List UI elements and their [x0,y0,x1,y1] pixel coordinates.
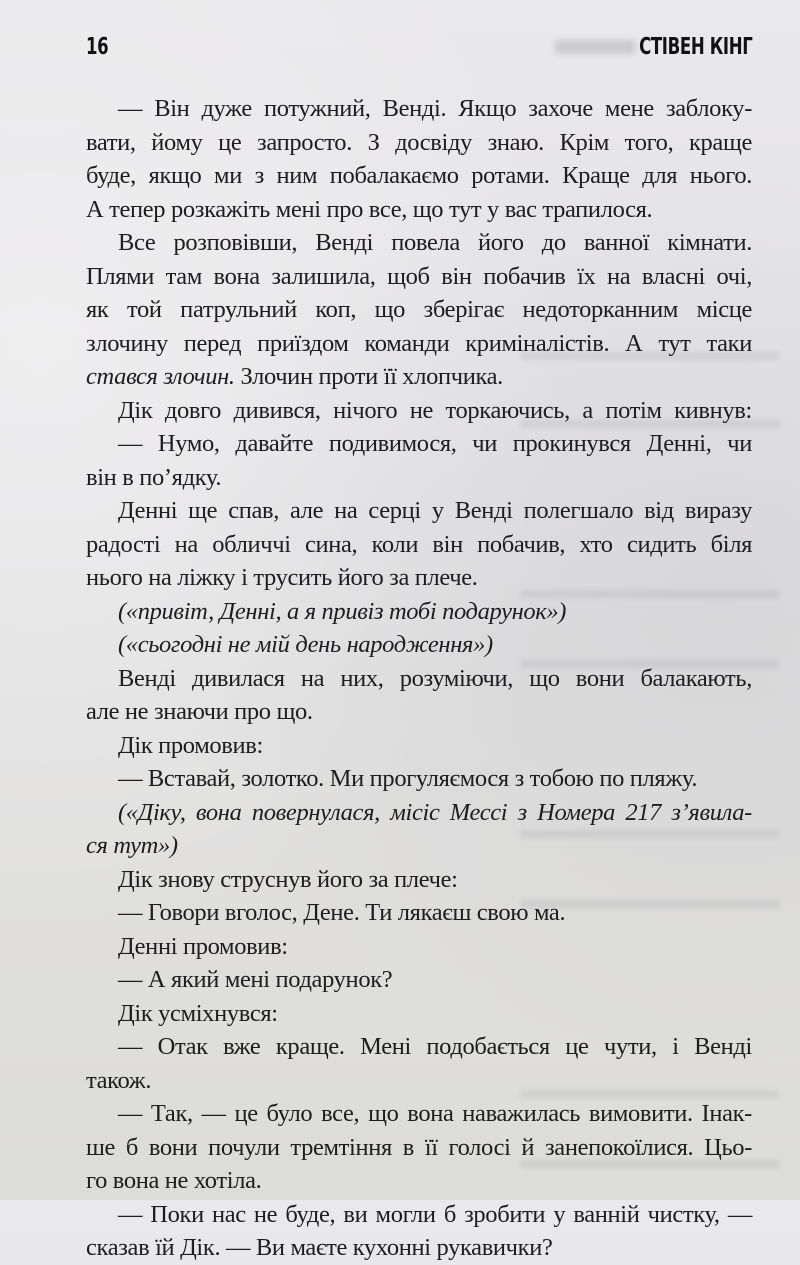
text-line [86,863,752,897]
line-text: — Поки нас не буде, ви могли б зробити у ванній чистку, — [118,1200,752,1228]
line-text: — Він дуже потужний, Венді. Якщо захоче мене заблоку- [118,95,752,122]
line-text: Все розповівши, Венді повела його до ванної кімнати. [118,229,752,256]
text-line [86,662,752,696]
line-text: Денні ще спав, але на серці у Венді полегшало від виразу [118,497,752,524]
text-line [86,1131,752,1165]
text-line [86,829,752,863]
text-line [86,1198,752,1232]
line-text: Дік усміхнувся: [118,999,278,1027]
italic-span: стався злочин. [86,363,235,390]
text-line [86,796,752,830]
text-line [86,193,752,227]
text-line [86,360,752,394]
line-text: — Вставай, золотко. Ми прогуляємося з тобою по пляжу. [118,765,698,792]
running-title: СТІВЕН КІНГ [638,34,752,60]
line-text: Дік промовив: [118,731,263,759]
line-text: — Отак вже краще. Мені подобається це чути, і Венді [118,1033,752,1060]
text-line [86,1097,752,1131]
text-line [86,1231,752,1265]
line-text: також. [86,1066,152,1094]
line-text: — А який мені подарунок? [118,966,393,993]
line-text: — Говори вголос, Дене. Ти лякаєш свою ма. [118,899,566,926]
text-line [86,327,752,361]
text-line [86,260,752,294]
line-text: але не знаючи про що. [86,698,313,725]
text-line [86,528,752,562]
line-text: го вона не хотіла. [86,1167,262,1194]
text-line [86,461,752,495]
text-line [86,159,752,193]
line-text: Плями там вона залишила, щоб він побачив їх на власні очі, [86,262,752,290]
line-text: Дік знову струснув його за плече: [118,865,458,893]
text-line [86,997,752,1031]
line-text: Венді дивилася на них, розуміючи, що вони балакають, [118,664,752,692]
line-text: як той патрульний коп, що зберігає недоторканним місце [86,296,752,323]
text-line [86,1164,752,1198]
line-text: нього на ліжку і трусить його за плече. [86,564,478,591]
line-text: ся тут») [86,832,178,859]
line-text: ше б вони почули тремтіння в її голосі й занепокоїлися. Цьо- [86,1133,752,1161]
text-line [86,92,752,126]
text-line [86,729,752,763]
text-line [86,1030,752,1064]
text-line [86,595,752,629]
text-line [86,695,752,729]
line-text: («привіт, Денні, а я привіз тобі подарунок») [118,597,567,625]
text-line [86,762,752,796]
line-text: сказав їй Дік. — Ви маєте кухонні рукавички? [86,1234,553,1261]
line-text: («Діку, вона повернулася, місіс Мессі з Номера 217 з’явила- [118,798,752,826]
text-line [86,494,752,528]
text-line [86,963,752,997]
line-text: Злочин проти її хлопчика. [234,363,503,390]
line-text: буде, якщо ми з ним побалакаємо ротами. Краще для нього. [86,162,752,189]
line-text: радості на обличчі сина, коли він побачив, хто сидить біля [86,530,752,558]
line-text: — Нумо, давайте подивимося, чи прокинувся Денні, чи [118,430,752,457]
page-number: 16 [86,34,109,60]
line-text: — Так, — це було все, що вона наважилась вимовити. Інак- [118,1100,752,1127]
body-text [86,92,752,1265]
text-line [86,126,752,160]
line-text: («сьогодні не мій день народження») [118,631,493,658]
text-line [86,561,752,595]
text-line [86,427,752,461]
text-line [86,293,752,327]
text-line [86,226,752,260]
text-line [86,394,752,428]
line-text: Денні промовив: [118,932,288,960]
line-text: А тепер розкажіть мені про все, що тут у вас трапилося. [86,195,653,223]
text-line [86,896,752,930]
running-header [86,34,752,64]
text-line [86,628,752,662]
line-text: він в по’ядку. [86,463,222,491]
line-text: вати, йому це запросто. З досвіду знаю. Крім того, краще [86,128,752,156]
text-line [86,930,752,964]
text-line [86,1064,752,1098]
line-text: злочину перед приїздом команди криміналістів. А тут таки [86,329,752,357]
line-text: Дік довго дивився, нічого не торкаючись, а потім кивнув: [118,396,752,424]
